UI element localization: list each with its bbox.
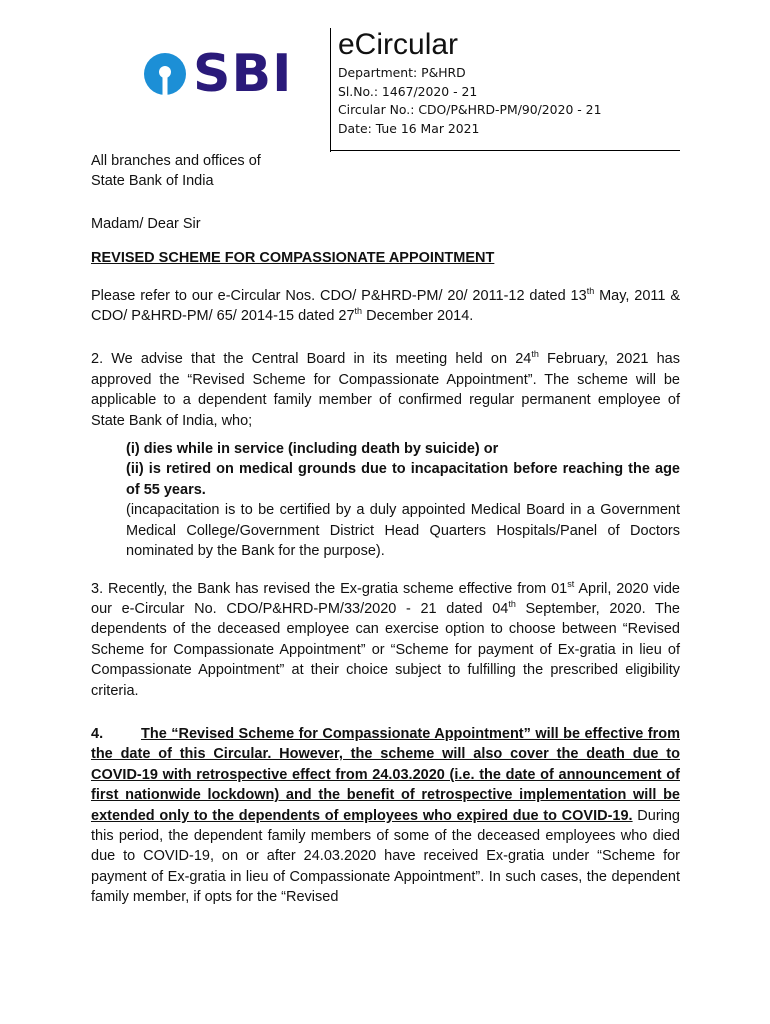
para1-sup-2: th	[354, 306, 363, 317]
para1-text-c: December 2014.	[362, 308, 474, 325]
list-item-i: (i) dies while in service (including death by suicide) or	[126, 441, 499, 458]
spacer	[91, 431, 680, 439]
ecircular-title: eCircular	[338, 28, 459, 61]
para3-text-b: April, 2020 vide our e-Circular No. CDO/P&HRD-PM/33/2020 - 21 dated 04	[91, 580, 680, 617]
paragraph-2	[91, 349, 680, 431]
salutation: Madam/ Dear Sir	[91, 215, 201, 232]
spacer	[91, 701, 680, 724]
list-item-ii: (ii) is retired on medical grounds due to incapacitation before reaching the age of 55 years.	[126, 461, 680, 498]
department: Department: P&HRD	[338, 65, 466, 80]
addressee-line-2: State Bank of India	[91, 173, 214, 190]
sbi-keyhole-icon	[143, 52, 187, 96]
para1-text-b: May, 2011 & CDO/ P&HRD-PM/ 65/ 2014-15 dated 27	[91, 287, 680, 325]
para4-rest-text: During this period, the dependent family members of some of the deceased employees who died due to COVID-19, on or after 24.03.2020 have received Ex-gratia under “Scheme for payment of Ex-gratia in lieu of Compassionate Appointment”. In such cases, the dependent family member, if opts for the “Revised	[91, 807, 680, 906]
serial-number: Sl.No.: 1467/2020 - 21	[338, 83, 478, 99]
logo-text: SBI	[193, 44, 293, 104]
circular-header	[0, 0, 770, 155]
spacer	[91, 269, 680, 286]
spacer	[91, 326, 680, 349]
circular-body	[91, 151, 680, 908]
para4-number: 4.	[91, 725, 104, 742]
para2-text-b: February, 2021 has approved the “Revised Scheme for Compassionate Appointment”. The scheme will be applicable to a dependent family member of confirmed regular permanent employee of State Bank of India, who;	[91, 351, 680, 429]
paragraph-3	[91, 579, 680, 701]
para1-text-a: Please refer to our e-Circular Nos. CDO/ P&HRD-PM/ 20/ 2011-12 dated 13	[91, 287, 587, 304]
para3-sup-2: th	[508, 599, 516, 610]
para3-sup-1: st	[567, 578, 575, 589]
sbi-logo	[143, 44, 293, 104]
subject-heading: REVISED SCHEME FOR COMPASSIONATE APPOINTMENT	[91, 250, 495, 267]
spacer	[91, 562, 680, 579]
para4-bold-text: The “Revised Scheme for Compassionate Appointment” will be effective from the date of this Circular. However, the scheme will also cover the death due to COVID-19 with retrospective effect from 24.03.2020 (i.e. the date of announcement of first nationwide lockdown) and the benefit of retrospective implementation will be extended only to the dependents of employees who expired due to COVID-19.	[91, 725, 680, 824]
para3-text-c: September, 2020. The dependents of the deceased employee can exercise option to choose between “Revised Scheme for Compassionate Appointment” or “Scheme for payment of Ex-gratia in lieu of Compassionate Appointment” at their choice subject to fulfilling the prescribed eligibility criteria.	[91, 600, 680, 699]
circular-meta	[338, 64, 601, 138]
header-divider-vertical	[330, 28, 331, 152]
circular-number: Circular No.: CDO/P&HRD-PM/90/2020 - 21	[338, 102, 602, 118]
para2-sup-1: th	[531, 349, 539, 360]
para1-sup-1: th	[586, 285, 595, 296]
para3-text-a: 3. Recently, the Bank has revised the Ex-gratia scheme effective from 01	[91, 580, 568, 597]
paragraph-1	[91, 286, 680, 327]
eligibility-list	[91, 439, 680, 561]
addressee-line-1: All branches and offices of	[91, 153, 261, 169]
circular-date: Date: Tue 16 Mar 2021	[338, 120, 480, 136]
addressee	[91, 151, 680, 192]
list-note: (incapacitation is to be certified by a duly appointed Medical Board in a Government Medical College/Government District Head Quarters Hospitals/Panel of Doctors nominated by the Bank for the purpose).	[126, 502, 680, 560]
paragraph-4	[91, 724, 680, 908]
para2-text-a: 2. We advise that the Central Board in its meeting held on 24	[91, 351, 532, 368]
